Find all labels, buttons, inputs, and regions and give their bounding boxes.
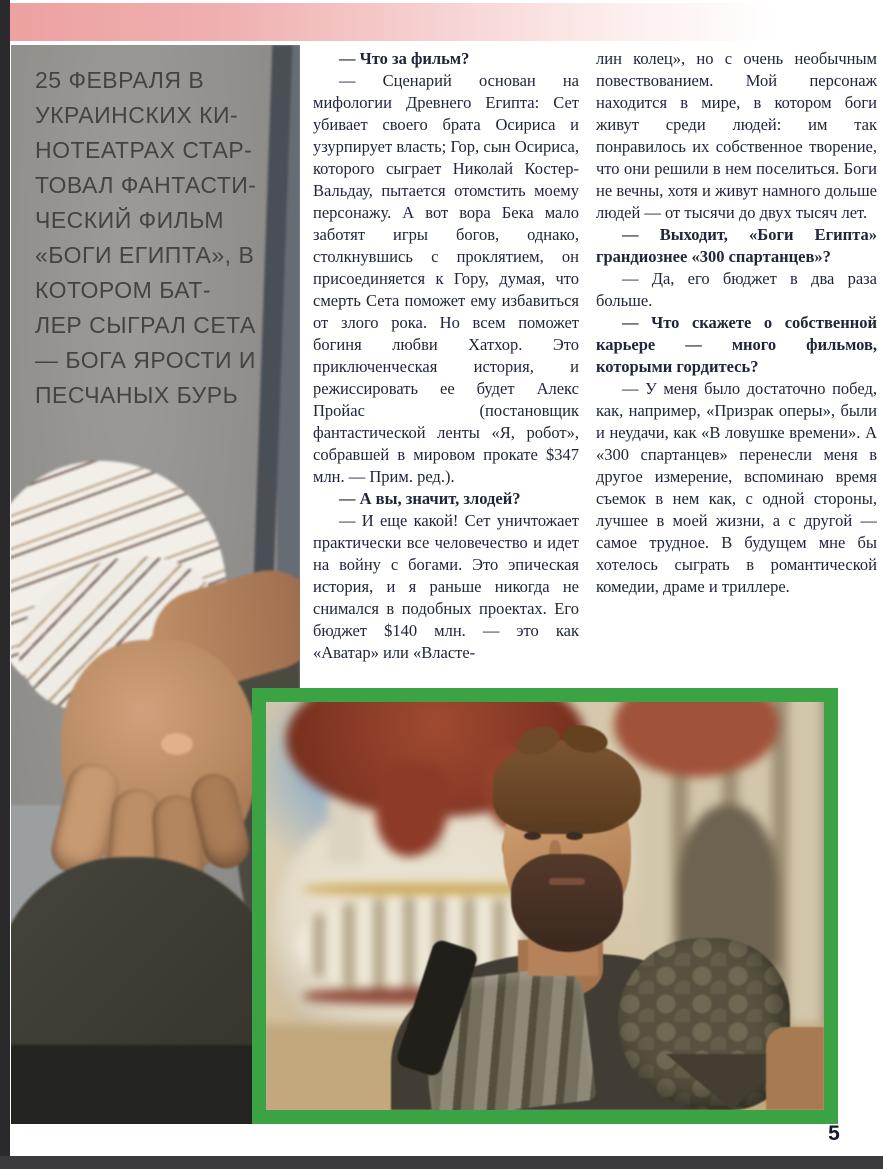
eye-shape <box>524 832 541 840</box>
caption-line: ПЕСЧАНЫХ БУРЬ <box>35 382 239 408</box>
caption-line: ЛЕР СЫГРАЛ СЕТА <box>35 312 256 338</box>
bottom-border-bar <box>0 1156 883 1169</box>
article-column-2 <box>596 48 877 690</box>
hair-shape <box>493 740 641 834</box>
caption-line: — БОГА ЯРОСТИ И <box>35 347 256 373</box>
caption-line: ЧЕСКИЙ ФИЛЬМ <box>35 207 224 233</box>
caption-line: УКРАИНСКИХ КИ- <box>35 102 239 128</box>
set-character-figure <box>266 702 824 1110</box>
answer-paragraph: — И еще какой! Сет уничтожает практически все человечество и идет на войну с богами. Это эпическая история, и я раньше никогда не снимался в подобных проектах. Его бюджет $140 млн. — это как «Аватар» или «Власте- <box>313 511 579 662</box>
caption-line: НОТЕАТРАХ СТАР- <box>35 137 253 163</box>
question-paragraph: — Что скажете о собственной карьере — много фильмов, которыми гордитесь? <box>596 313 877 376</box>
caption-line: КОТОРОМ БАТ- <box>35 277 212 303</box>
question-paragraph: — А вы, значит, злодей? <box>339 489 521 508</box>
answer-paragraph: лин колец», но с очень необычным повествованием. Мой персонаж находится в мире, в котором боги живут среди людей: им так понравилось их собственное творение, что они решили в нем поселиться. Боги не вечны, хотя и живут намного дольше людей — от тысячи до двух тысяч лет. <box>596 49 877 222</box>
left-border-bar <box>0 0 10 1169</box>
caption-line: 25 ФЕВРАЛЯ В <box>35 67 205 93</box>
answer-paragraph: — У меня было достаточно побед, как, например, «Призрак оперы», были и неудачи, как «В ловушке времени». А «300 спартанцев» перенесли меня в другое измерение, вспоминаю время съемок в нем как, с одной стороны, лучшее в моей жизни, а с другой — самое трудное. В будущем мне бы хотелось сыграть в романтической комедии, драме и триллере. <box>596 379 877 596</box>
caption-line: «БОГИ ЕГИПТА», В <box>35 242 255 268</box>
mouth-shape <box>549 878 585 885</box>
sidebar-caption <box>35 63 287 413</box>
beard-shape <box>511 854 623 952</box>
eye-shape <box>566 832 583 840</box>
top-accent-bar <box>10 3 883 41</box>
answer-paragraph: — Сценарий основан на мифологии Древнего Египта: Сет убивает своего брата Осириса и узурпирует власть; Гор, сын Осириса, которого сыграет Николай Костер-Вальдау, пытается отомстить моему персонажу. А вот вора Бека мало заботят игры богов, однако, столкнувшись с проклятием, он присоединяется к Гору, думая, что смерть Сета поможет ему избавиться от злого рока. Но всем поможет богиня любви Хатхор. Это приключенческая история, и режиссировать ее будет Алекс Пройас (постановщик фантастической ленты «Я, робот», собравшей в мировом прокате $347 млн. — Прим. ред.). <box>313 71 579 486</box>
knuckle-highlight-shape <box>161 733 193 755</box>
question-paragraph: — Что за фильм? <box>339 49 470 68</box>
answer-paragraph: — Да, его бюджет в два раза больше. <box>596 269 877 310</box>
question-paragraph: — Выходит, «Боги Египта» грандиознее «300 спартанцев»? <box>596 225 877 266</box>
page-number: 5 <box>828 1122 840 1145</box>
gods-of-egypt-still <box>252 688 838 1124</box>
caption-line: ТОВАЛ ФАНТАСТИ- <box>35 172 257 198</box>
article-column-1 <box>313 48 579 690</box>
arm-skin-shape <box>766 1027 824 1110</box>
